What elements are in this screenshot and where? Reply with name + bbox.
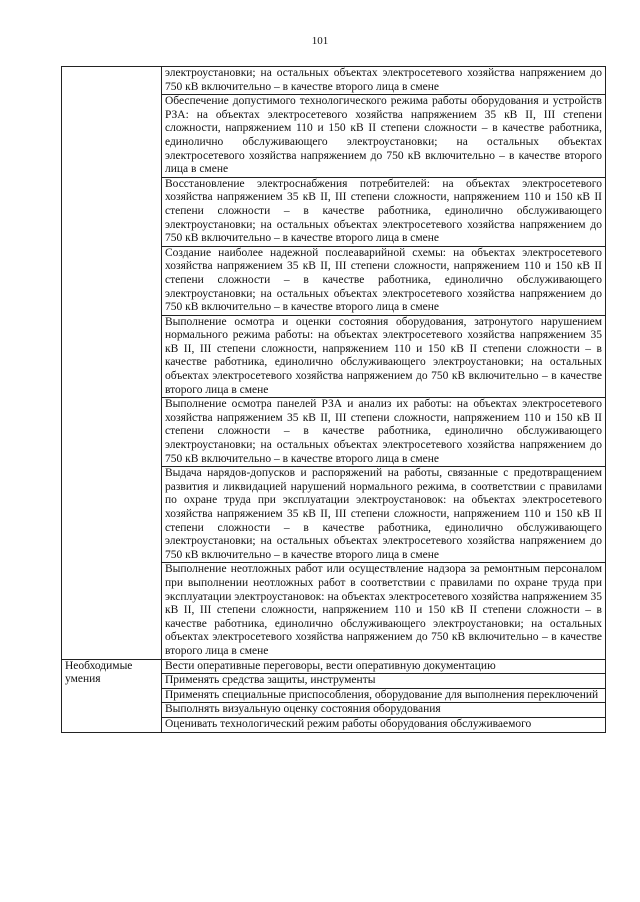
action-cell: Восстановление электроснабжения потребителей: на объектах электросетевого хозяйства напряжением 35 кВ II, III степени сложности, напряжением 110 и 150 кВ II степени сложности – в качестве работника, единолично обслуживающего электроустановки; на остальных объектах электросетевого хозяйства напряжением до 750 кВ включительно – в качестве второго лица в смене <box>162 177 606 246</box>
labor-actions-label-cell <box>62 67 162 660</box>
page-number: 101 <box>311 35 329 47</box>
action-cell: Выполнение осмотра панелей РЗА и анализ их работы: на объектах электросетевого хозяйства напряжением 35 кВ II, III степени сложности, напряжением 110 и 150 кВ II степени сложности – в качестве работника, единолично обслуживающего электроустановки; на остальных объектах электросетевого хозяйства напряжением до 750 кВ включительно – в качестве второго лица в смене <box>162 398 606 467</box>
skill-cell: Оценивать технологический режим работы оборудования обслуживаемого <box>162 717 606 732</box>
action-cell: Выполнение неотложных работ или осуществление надзора за ремонтным персоналом при выполнении неотложных работ в соответствии с правилами по охране труда при эксплуатации электроустановок: на объектах электросетевого хозяйства напряжением 35 кВ II, III степени сложности, напряжением 110 и 150 кВ II степени сложности – в качестве работника, единолично обслуживающего электроустановки; на остальных объектах электросетевого хозяйства напряжением до 750 кВ включительно – в качестве второго лица в смене <box>162 563 606 659</box>
action-cell: электроустановки; на остальных объектах электросетевого хозяйства напряжением до 750 кВ включительно – в качестве второго лица в смене <box>162 67 606 95</box>
requirements-table <box>61 66 606 733</box>
table-row <box>62 659 606 674</box>
skill-cell: Применять специальные приспособления, оборудование для выполнения переключений <box>162 688 606 703</box>
action-cell: Выдача нарядов-допусков и распоряжений на работы, связанные с предотвращением развития и ликвидацией нарушений нормального режима, в соответствии с правилами по охране труда при эксплуатации электроустановок: на объектах электросетевого хозяйства напряжением 35 кВ II, III степени сложности, напряжением 110 и 150 кВ II степени сложности – в качестве работника, единолично обслуживающего электроустановки; на остальных объектах электросетевого хозяйства напряжением до 750 кВ включительно – в качестве второго лица в смене <box>162 467 606 563</box>
skill-cell: Применять средства защиты, инструменты <box>162 674 606 689</box>
skill-cell: Вести оперативные переговоры, вести оперативную документацию <box>162 659 606 674</box>
skills-label-cell: Необходимые умения <box>62 659 162 732</box>
skill-cell: Выполнять визуальную оценку состояния оборудования <box>162 703 606 718</box>
action-cell: Создание наиболее надежной послеаварийной схемы: на объектах электросетевого хозяйства напряжением 35 кВ II, III степени сложности, напряжением 110 и 150 кВ II степени сложности – в качестве работника, единолично обслуживающего электроустановки; на остальных объектах электросетевого хозяйства напряжением до 750 кВ включительно – в качестве второго лица в смене <box>162 246 606 315</box>
action-cell: Выполнение осмотра и оценки состояния оборудования, затронутого нарушением нормального режима работы: на объектах электросетевого хозяйства напряжением 35 кВ II, III степени сложности, напряжением 110 и 150 кВ II степени сложности – в качестве работника, единолично обслуживающего электроустановки; на остальных объектах электросетевого хозяйства напряжением до 750 кВ включительно – в качестве второго лица в смене <box>162 315 606 398</box>
action-cell: Обеспечение допустимого технологического режима работы оборудования и устройств РЗА: на объектах электросетевого хозяйства напряжением 35 кВ II, III степени сложности, напряжением 110 и 150 кВ II степени сложности – в качестве работника, единолично обслуживающего электроустановки; на остальных объектах электросетевого хозяйства напряжением до 750 кВ включительно – в качестве второго лица в смене <box>162 95 606 178</box>
table-row <box>62 67 606 95</box>
